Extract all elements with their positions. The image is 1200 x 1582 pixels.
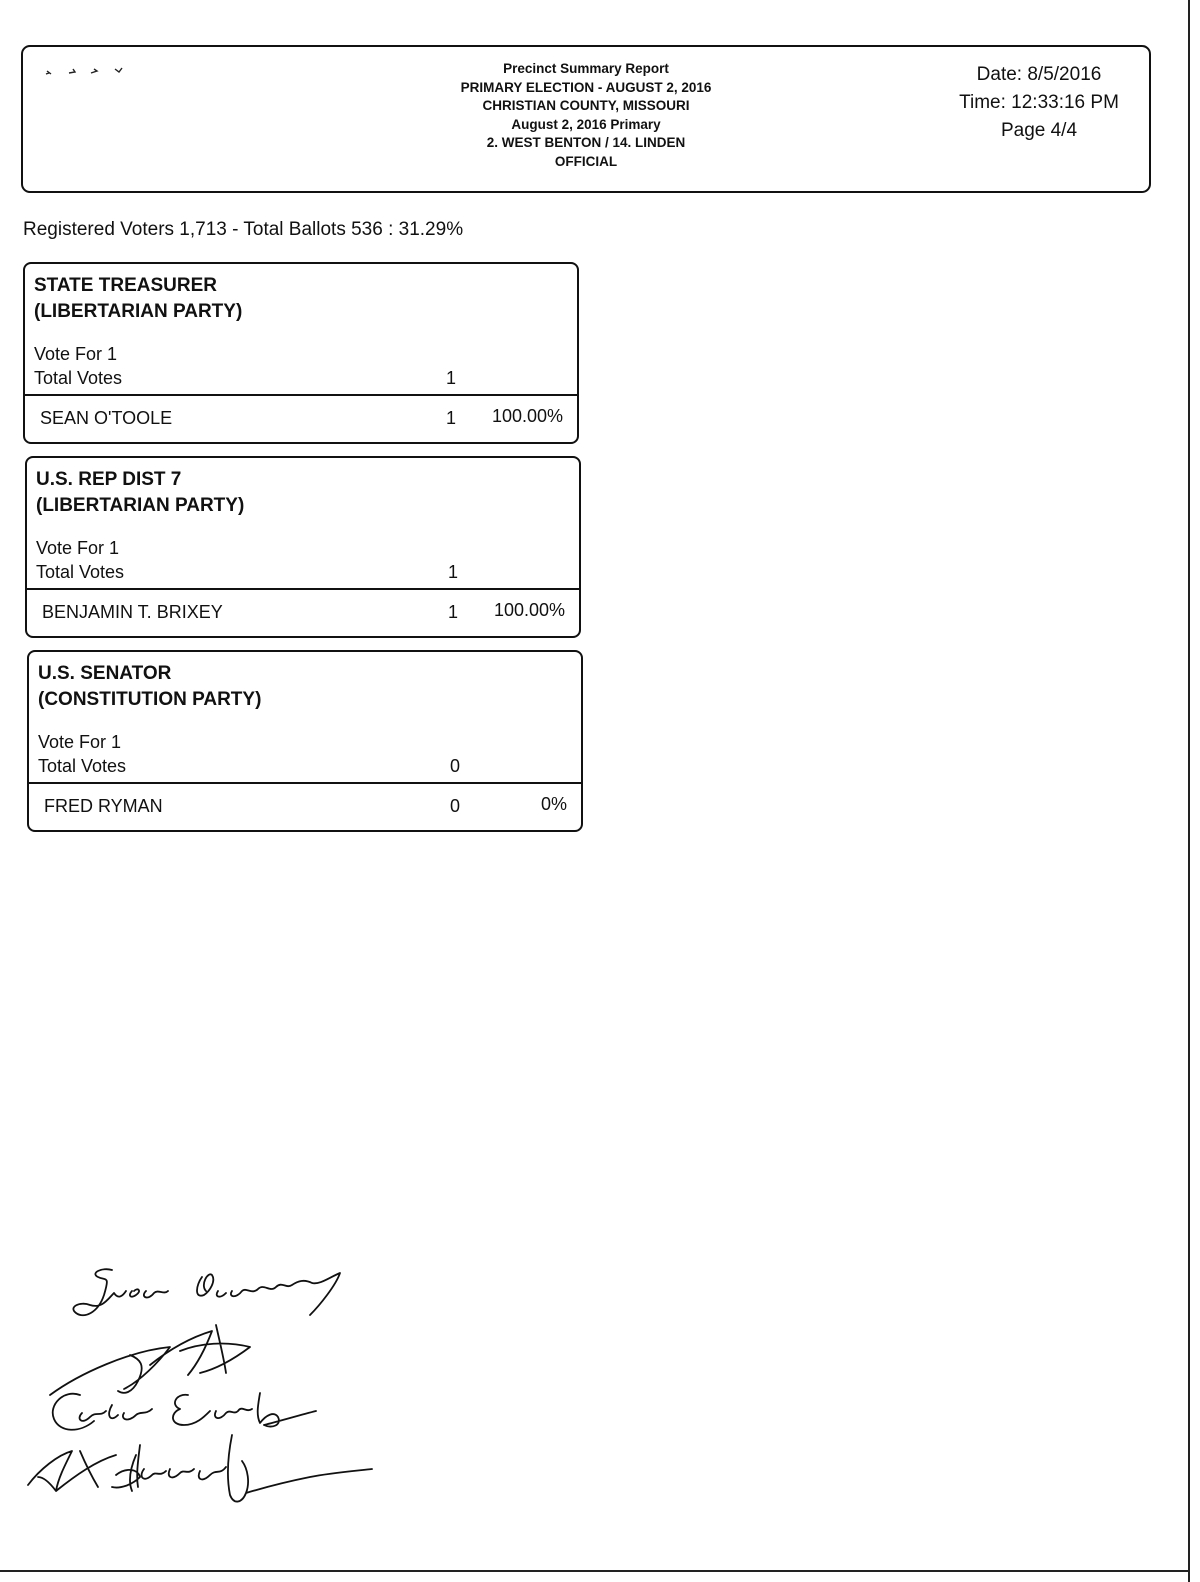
signature-4 [28, 1435, 372, 1502]
report-header [21, 45, 1151, 193]
contest-divider [29, 782, 581, 784]
contest-state-treasurer [23, 262, 579, 444]
candidate-votes: 0 [449, 796, 460, 816]
contest-office: STATE TREASURER [34, 275, 217, 296]
signature-3 [53, 1393, 316, 1430]
vote-for-label: Vote For 1 [38, 732, 122, 752]
official-label: OFFICIAL [554, 153, 618, 169]
candidate-percent: 100.00% [493, 600, 565, 620]
total-votes-label: Total Votes [36, 562, 125, 582]
vote-for-label: Vote For 1 [36, 538, 120, 558]
precinct-name: 2. WEST BENTON / 14. LINDEN [486, 135, 686, 150]
candidate-votes: 1 [447, 602, 458, 622]
report-date: Date: 8/5/2016 [976, 64, 1102, 85]
total-votes-value: 1 [447, 562, 458, 582]
contest-title [38, 661, 261, 713]
candidate-votes: 1 [445, 408, 456, 428]
contest-us-senator [27, 650, 583, 832]
county-name: CHRISTIAN COUNTY, MISSOURI [482, 98, 690, 113]
signature-2 [50, 1325, 250, 1395]
contest-divider [25, 394, 577, 396]
candidate-name: BENJAMIN T. BRIXEY [42, 602, 223, 622]
contest-office: U.S. SENATOR [38, 663, 172, 684]
contest-party: (CONSTITUTION PARTY) [38, 689, 262, 710]
page-number: Page 4/4 [1000, 120, 1078, 141]
total-votes-label: Total Votes [38, 756, 127, 776]
election-name: PRIMARY ELECTION - AUGUST 2, 2016 [460, 79, 712, 95]
contest-divider [27, 588, 579, 590]
contest-party: (LIBERTARIAN PARTY) [34, 301, 243, 322]
signatures-image [20, 1255, 390, 1525]
contest-title [34, 273, 242, 325]
report-meta [939, 61, 1139, 145]
total-votes-value: 0 [449, 756, 460, 776]
candidate-percent: 100.00% [491, 406, 563, 426]
contest-office: U.S. REP DIST 7 [36, 469, 182, 490]
candidate-name: SEAN O'TOOLE [40, 408, 173, 428]
candidate-percent: 0% [540, 794, 567, 814]
contest-party: (LIBERTARIAN PARTY) [36, 495, 245, 516]
election-date: August 2, 2016 Primary [511, 116, 661, 132]
report-time: Time: 12:33:16 PM [959, 92, 1119, 113]
contest-title [36, 467, 244, 519]
signature-1 [73, 1269, 340, 1315]
report-title: Precinct Summary Report [503, 61, 669, 76]
page-edge-bottom [0, 1570, 1190, 1572]
contest-us-rep-dist-7 [25, 456, 581, 638]
total-votes-value: 1 [445, 368, 456, 388]
vote-for-label: Vote For 1 [34, 344, 118, 364]
total-votes-label: Total Votes [34, 368, 123, 388]
page-edge-right [1188, 0, 1190, 1582]
candidate-name: FRED RYMAN [44, 796, 163, 816]
turnout-summary: Registered Voters 1,713 - Total Ballots 536 : 31.29% [23, 219, 464, 240]
